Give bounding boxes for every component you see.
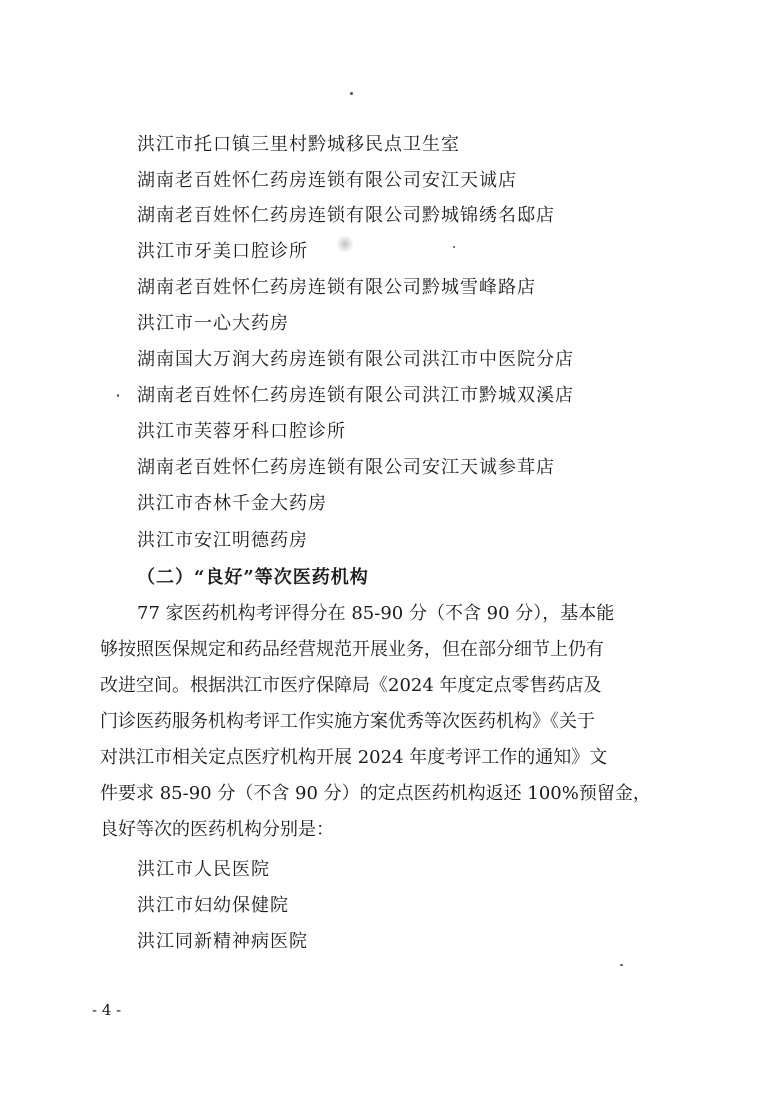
list-item: 洪江市牙美口腔诊所 <box>137 241 308 262</box>
list-item: 洪江市杏林千金大药房 <box>137 493 327 514</box>
paragraph-line: 改进空间。根据洪江市医疗保障局《2024 年度定点零售药店及 <box>100 675 602 696</box>
list-item: 湖南老百姓怀仁药房连锁有限公司黔城锦绣名邸店 <box>137 205 555 226</box>
section-heading: （二）“良好”等次医药机构 <box>137 567 369 588</box>
scan-smudge <box>337 236 353 252</box>
page-number: - 4 - <box>92 1001 122 1019</box>
scan-speck <box>350 92 353 95</box>
list-item: 洪江市人民医院 <box>137 859 270 880</box>
scan-speck <box>453 246 455 248</box>
list-item: 洪江市芙蓉牙科口腔诊所 <box>137 421 346 442</box>
list-item: 洪江同新精神病医院 <box>137 931 308 952</box>
list-item: 湖南老百姓怀仁药房连锁有限公司黔城雪峰路店 <box>137 277 536 298</box>
list-item: 洪江市托口镇三里村黔城移民点卫生室 <box>137 134 460 155</box>
list-item: 洪江市一心大药房 <box>137 313 289 334</box>
paragraph-line: 对洪江市相关定点医疗机构开展 2024 年度考评工作的通知》文 <box>100 747 608 768</box>
paragraph-line: 件要求 85-90 分（不含 90 分）的定点医药机构返还 100%预留金， <box>100 783 651 804</box>
list-item: 湖南老百姓怀仁药房连锁有限公司安江天诚参茸店 <box>137 457 555 478</box>
list-item: 洪江市安江明德药房 <box>137 530 308 551</box>
list-item: 洪江市妇幼保健院 <box>137 895 289 916</box>
paragraph-line: 门诊医药服务机构考评工作实施方案优秀等次医药机构》《关于 <box>100 711 595 732</box>
paragraph-line: 77 家医药机构考评得分在 85-90 分（不含 90 分），基本能 <box>137 603 615 624</box>
list-item: 湖南国大万润大药房连锁有限公司洪江市中医院分店 <box>137 349 574 370</box>
list-item: 湖南老百姓怀仁药房连锁有限公司安江天诚店 <box>137 170 517 191</box>
scan-speck <box>117 394 119 397</box>
paragraph-line: 良好等次的医药机构分别是： <box>100 819 334 840</box>
list-item: 湖南老百姓怀仁药房连锁有限公司洪江市黔城双溪店 <box>137 385 574 406</box>
paragraph-line: 够按照医保规定和药品经营规范开展业务，但在部分细节上仍有 <box>100 639 604 660</box>
scan-speck <box>620 964 623 966</box>
